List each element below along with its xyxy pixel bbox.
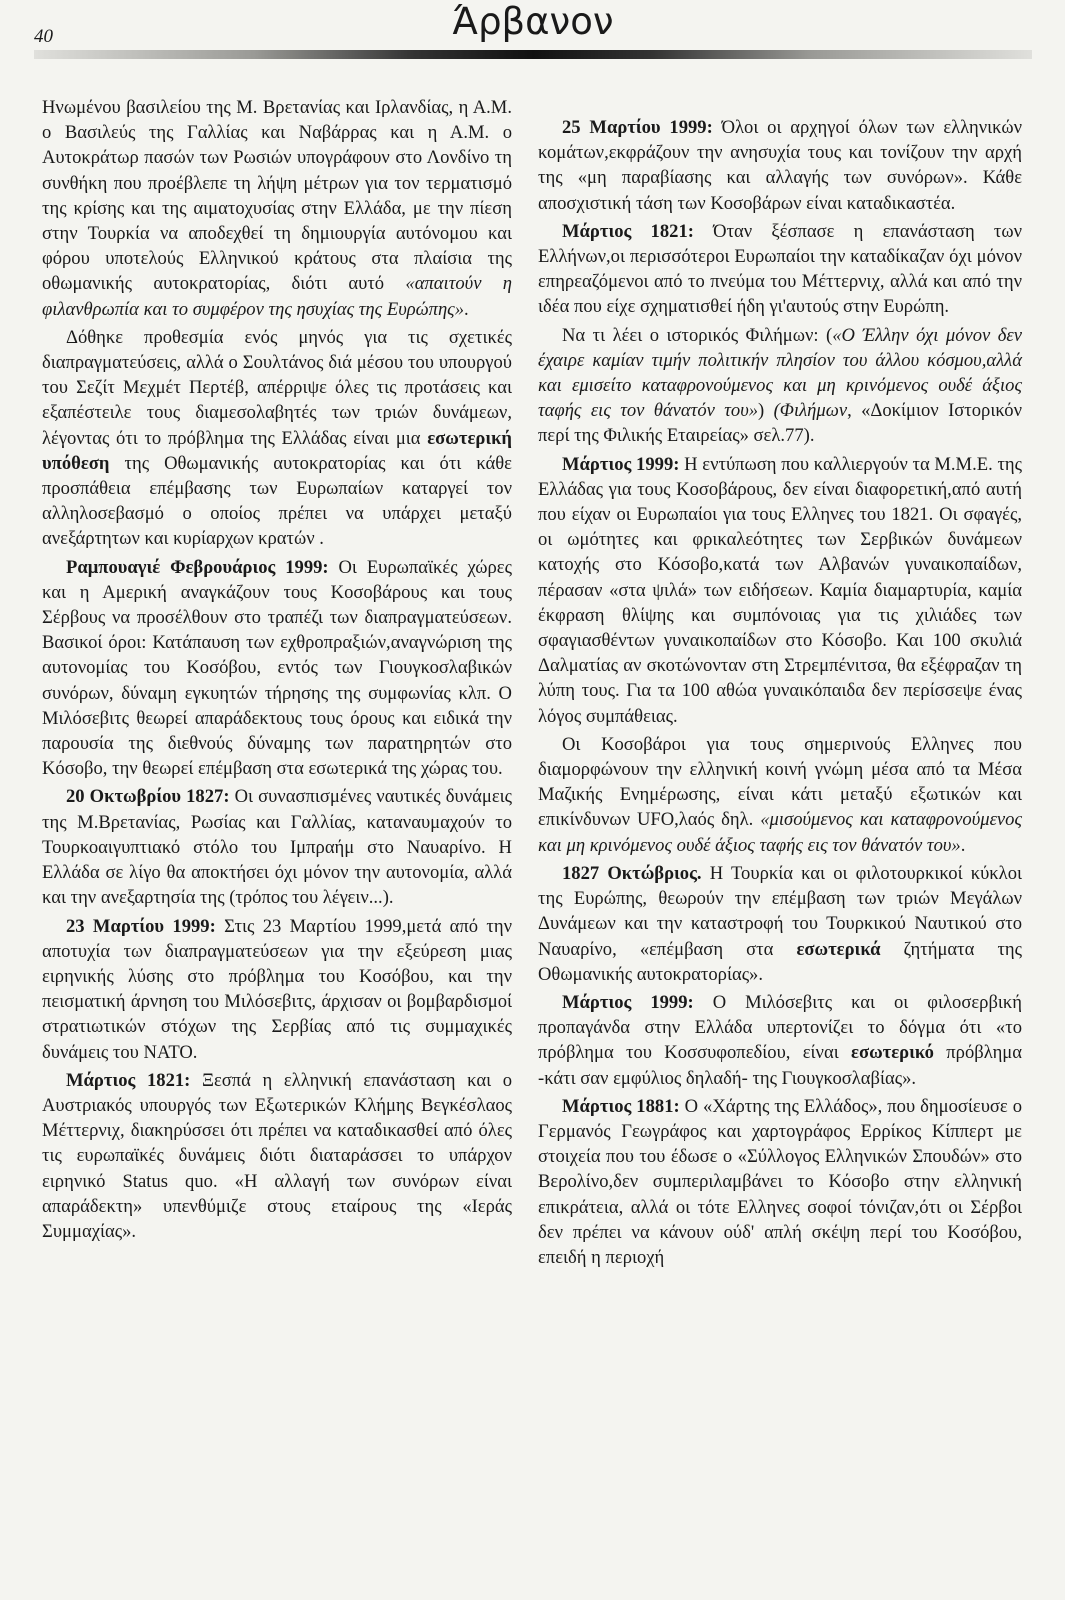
- bold-text: Μάρτιος 1821:: [66, 1069, 191, 1091]
- text-run: Οι συνασπισμένες ναυτικές δυνάμεις της Μ.Βρετανίας, Ρωσίας και Γαλλίας, καταναυμαχούν το Τουρκοαιγυπτιακό στόλο του Ιμπραήμ στο Ναυαρίνο. Η Ελλάδα σε λίγο θα αποκτήσει όχι μόνον την αυτονομία, αλλά και την ανεξαρτησία της (τρόπος του λέγειν...).: [42, 786, 512, 909]
- bold-text: Μάρτιος 1881:: [562, 1095, 680, 1117]
- text-run: Όλοι οι αρχηγοί όλων των ελληνικών κομάτων,εκφράζουν την ανησυχία τους και τονίζουν την αρχή της «μη παραβίασης και αλλαγής των συνόρων». Κάθε αποσχιστική τάση των Κοσοβάρων είναι καταδικαστέα.: [538, 117, 1022, 214]
- text-run: πρόβλημα -κάτι σαν εμφύλιος δηλαδή- της Γιουγκοσλαβίας».: [538, 1042, 1023, 1089]
- italic-text: (Φιλήμων: [773, 400, 848, 422]
- text-run: ): [758, 400, 774, 422]
- paragraph: [42, 95, 512, 322]
- right-column: [538, 115, 1022, 1273]
- italic-text: «Ο Έλλην όχι μόνον δεν έχαιρε καμίαν τιμήν πολιτικήν πλησίον του άλλου κόσμου,αλλά και εμισείτο καταφρονούμενος και μη κρινόμενος ουδέ άξιος ταφής εις τον θάνατόν του»: [538, 324, 1022, 422]
- paragraph: [42, 555, 512, 782]
- text-run: ζητήματα της Οθωμανικής αυτοκρατορίας».: [538, 938, 1023, 985]
- text-run: .: [464, 298, 469, 320]
- paragraph: [538, 1094, 1022, 1270]
- left-column: [42, 95, 512, 1247]
- bold-text: εσωτερική υπόθεση: [42, 427, 512, 474]
- text-run: Οι Κοσοβάροι για τους σημερινούς Ελληνες που διαμορφώνουν την ελληνική κοινή γνώμη μέσα από τα Μέσα Μαζικής Ενημέρωσης, είναι κάτι μεταξύ εξωτικών και επικίνδυνων UFO,λαός δηλ.: [538, 733, 1022, 831]
- journal-title: Άρβανον: [452, 0, 614, 43]
- text-run: Δόθηκε προθεσμία ενός μηνός για τις σχετικές διαπραγματεύσεις, αλλά ο Σουλτάνος διά μέσου του υπουργού του Σεζίτ Μεχμέτ Περτέβ, απέρριψε όλες τις προτάσεις και εξαπέστειλε τους διαμεσολαβητές των τριών δυνάμεων, λέγοντας ότι το πρόβλημα της Ελλάδας είναι μια: [42, 326, 512, 449]
- text-run: Η εντύπωση που καλλιεργούν τα Μ.Μ.Ε. της Ελλάδας για τους Κοσοβάρους, δεν είναι διαφορετική,από αυτή που είχαν οι Ευρωπαίοι για τους Ελληνες του 1821. Οι σφαγές, οι ωμότητες και φρικαλεότητες των Σερβικών δυνάμεων κατοχής στο Κόσοβο,κατά των Αλβανών γυναικοπαίδων, πέρασαν «στα ψιλά» των ειδήσεων. Καμία διαμαρτυρία, καμία έκφραση θλίψης και συμπόνοιας για τις χιλιάδες των σφαγιασθέντων γυναικοπαίδων στο Κόσοβο. Και 100 σκυλιά Δαλματίας αν σκοτώνονταν στη Στρεμπένιτσα, θα εξέφραζαν τη λύπη τους. Για τα 100 αθώα γυναικόπαιδα δεν περίσσεψε ένας λόγος συμπάθειας.: [538, 453, 1022, 727]
- header-rule: [34, 50, 1032, 59]
- italic-text: «μισούμενος και καταφρονούμενος και μη κρινόμενος ουδέ άξιος ταφής εις τον θάνατόν του»: [538, 809, 1022, 856]
- text-run: της Οθωμανικής αυτοκρατορίας και ότι κάθε προσπάθεια επέμβασης των Ευρωπαίων καταργεί τον αλληλοσεβασμό ο οποίος πρέπει να υπάρχει μεταξύ ανεξάρτητων και κυρίαρχων κρατών .: [42, 452, 512, 550]
- paragraph: [538, 861, 1022, 987]
- text-run: Η Τουρκία και οι φιλοτουρκικοί κύκλοι της Ευρώπης, θεωρούν την επέμβαση των τριών Μεγάλων Δυνάμεων και την καταστροφή του Τουρκικού Ναυτικού στο Ναυαρίνο, «επέμβαση στα: [538, 862, 1022, 960]
- page-number: 40: [34, 26, 53, 47]
- text-run: Οι Ευρωπαϊκές χώρες και η Αμερική αναγκάζουν τους Κοσοβάρους και τους Σέρβους να προσέλθουν στο τραπέζι των διαπραγματεύσεων. Βασικοί όροι: Κατάπαυση των εχθροπραξιών,αναγνώριση της αυτονομίας του Κοσόβου, εντός των Γιουγκοσλαβικών συνόρων, δύναμη εγκυητών τήρησης της συμφωνίας κλπ. Ο Μιλόσεβιτς θεωρεί απαράδεκτους τους όρους και ειδικά την παρουσία της διεθνούς δύναμης των παρατηρητών στο Κόσοβο, την θεωρεί επέμβαση στα εσωτερικά της χώρας του.: [42, 556, 512, 780]
- bold-text: 23 Μαρτίου 1999:: [66, 915, 216, 937]
- italic-text: «απαιτούν η φιλανθρωπία και το συμφέρον της ησυχίας της Ευρώπης»: [42, 273, 512, 320]
- paragraph: [42, 784, 512, 910]
- bold-text: Μάρτιος 1999:: [562, 453, 680, 475]
- paragraph: [538, 323, 1022, 449]
- text-run: Στις 23 Μαρτίου 1999,μετά από την αποτυχία των διαπραγματεύσεων για την εξεύρεση μιας ειρηνικής λύσης στο πρόβλημα του Κοσόβου, και την πεισματική άρνηση του Μιλόσεβιτς, άρχισαν οι βομβαρδισμοί στρατιωτικών στόχων της Σερβίας από τις συμμαχικές δυνάμεις του ΝΑΤΟ.: [42, 915, 512, 1063]
- text-run: Ο «Χάρτης της Ελλάδος», που δημοσίευσε ο Γερμανός Γεωγράφος και χαρτογράφος Ερρίκος Κίππερτ με στοιχεία που του έδωσε ο «Σύλλογος Ελληνικών Σπουδών» στο Βερολίνο,δεν συμπεριλαμβάνει το Κόσοβο στην ελληνική επικράτεια, αλλά οι τότε Ελληνες σοφοί τόνιζαν,ότι οι Σέρβοι δεν πρέπει να κάνουν ούδ' απλή σκέψη περί του Κοσόβου, επειδή η περιοχή: [538, 1095, 1022, 1268]
- text-run: Όταν ξέσπασε η επανάσταση των Ελλήνων,οι περισσότεροι Ευρωπαίοι την καταδίκαζαν όχι μόνον επηρεαζόμενοι από το πνεύμα του Μέττερνιχ, αλλά και από την ιδέα που είχε σχηματισθεί ήδη γι'αυτούς στην Ευρώπη.: [538, 220, 1022, 318]
- bold-text: Μάρτιος 1821:: [562, 220, 694, 242]
- paragraph: [538, 990, 1022, 1091]
- paragraph: [538, 732, 1022, 858]
- text-run: Ξεσπά η ελληνική επανάσταση και ο Αυστριακός υπουργός των Εξωτερικών Κλήμης Βεγκέσλαος Μέττερνιχ, διακηρύσσει ότι πρέπει να καταδικασθεί από όλες τις ευρωπαϊκές δυνάμεις διότι διαταράσσει το υπάρχον ειρηνικό Status quo. «Η αλλαγή των συνόρων είναι απαράδεκτη» υπενθύμιζε στους εταίρους της «Ιεράς Συμμαχίας».: [42, 1069, 512, 1242]
- paragraph: [42, 914, 512, 1065]
- text-run: .: [960, 834, 966, 856]
- bold-text: Ραμπουαγιέ Φεβρουάριος 1999:: [66, 556, 329, 578]
- bold-text: 1827 Οκτώβριος.: [562, 862, 702, 884]
- bold-text: 25 Μαρτίου 1999:: [562, 117, 713, 138]
- paragraph: [42, 325, 512, 552]
- text-run: Ηνωμένου βασιλείου της Μ. Βρετανίας και Ιρλανδίας, η Α.Μ. ο Βασιλεύς της Γαλλίας και Ναβάρρας και η Α.Μ. ο Αυτοκράτωρ πασών των Ρωσιών υπογράφουν στο Λονδίνο τη συνθήκη που προέβλεπε τη λήψη μέτρων για τον τερματισμό της κρίσης και της αιματοχυσίας στην Ελλάδα, με την πίεση στην Τουρκία να αποδεχθεί τη δημιουργία αυτόνομου και φόρου υποτελούς Ελληνικού κράτους στα πλαίσια της οθωμανικής αυτοκρατορίας, διότι αυτό: [42, 97, 512, 295]
- text-run: Ο Μιλόσεβιτς και οι φιλοσερβική προπαγάνδα στην Ελλάδα υπερτονίζει το δόγμα ότι «το πρόβλημα του Κοσσυφοπεδίου, είναι: [538, 991, 1022, 1064]
- paragraph: [42, 1068, 512, 1244]
- bold-text: Μάρτιος 1999:: [562, 991, 694, 1013]
- text-run: , «Δοκίμιον Ιστορικόν περί της Φιλικής Εταιρείας» σελ.77).: [538, 400, 1022, 447]
- bold-text: εσωτερικά: [796, 938, 881, 960]
- bold-text: 20 Οκτωβρίου 1827:: [66, 786, 230, 808]
- paragraph: [538, 219, 1022, 320]
- paragraph: [538, 115, 1022, 216]
- bold-text: εσωτερικό: [851, 1042, 934, 1064]
- paragraph: [538, 452, 1022, 729]
- page-header: [34, 0, 1032, 62]
- text-run: Να τι λέει ο ιστορικός Φιλήμων: (: [562, 324, 833, 346]
